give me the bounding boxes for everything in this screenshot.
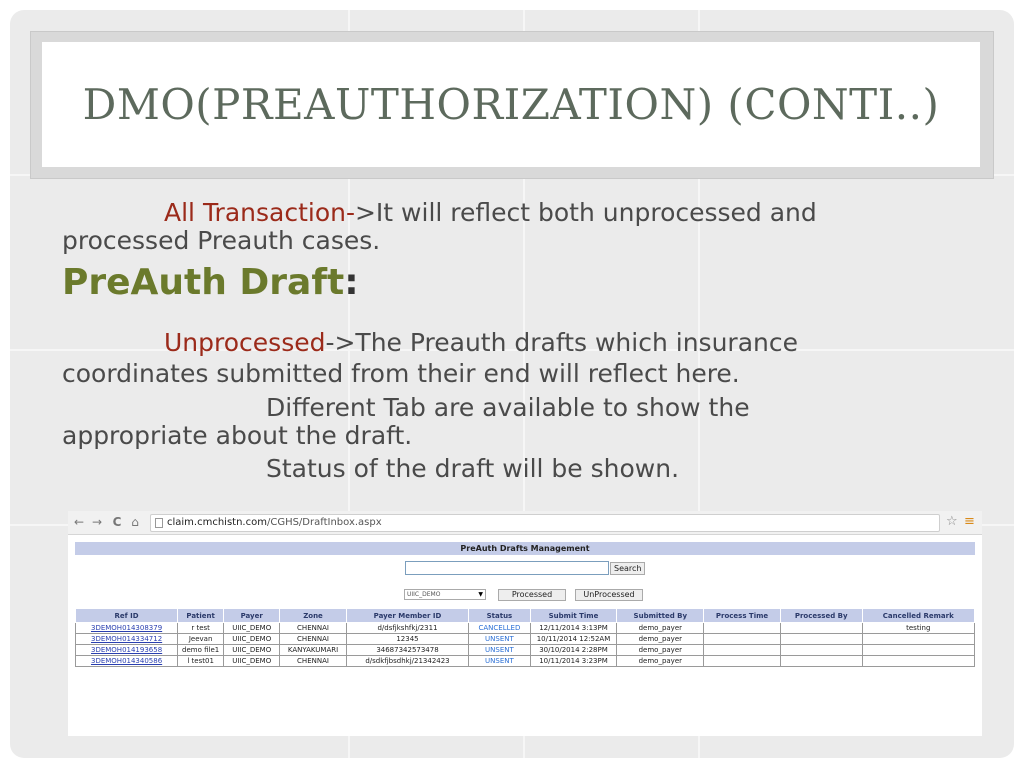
chevron-down-icon: ▼ [478,591,483,598]
table-cell: UIIC_DEMO [224,656,280,667]
status-cell: UNSENT [469,656,530,667]
title-box [42,42,980,167]
page-header: PreAuth Drafts Management [75,542,975,555]
status-cell: UNSENT [469,645,530,656]
url-host: claim.cmchistn.com [167,517,267,528]
table-cell: demo_payer [617,645,704,656]
table-cell: demo_payer [617,656,704,667]
table-cell: CHENNAI [280,623,346,634]
table-cell: demo_payer [617,623,704,634]
column-header: Patient [178,609,224,623]
column-header: Submit Time [530,609,617,623]
table-cell [862,634,974,645]
table-cell: UIIC_DEMO [224,623,280,634]
processed-button[interactable]: Processed [498,589,566,601]
column-header: Zone [280,609,346,623]
search-button[interactable]: Search [610,562,645,575]
browser-toolbar [68,511,982,535]
unprocessed-text: ->The Preauth drafts which insurance [325,328,798,357]
status-cell: CANCELLED [469,623,530,634]
ref-id-link[interactable]: 3DEMOH014340586 [76,656,178,667]
table-cell [704,645,781,656]
unprocessed-button[interactable]: UnProcessed [575,589,643,601]
section-heading [62,262,359,303]
table-cell: demo_payer [617,634,704,645]
table-row [76,656,975,667]
ref-id-link[interactable]: 3DEMOH014193658 [76,645,178,656]
embedded-screenshot [68,511,982,736]
table-cell [862,645,974,656]
table-cell: 30/10/2014 2:28PM [530,645,617,656]
para-tabs-line1: Different Tab are available to show the [266,393,750,422]
unprocessed-label: Unprocessed [164,328,326,357]
heading-colon: : [344,262,359,303]
column-header: Status [469,609,530,623]
table-header-row [76,609,975,623]
column-header: Submitted By [617,609,704,623]
column-header: Ref ID [76,609,178,623]
heading-text: PreAuth Draft [62,262,345,303]
para-unprocessed-line2: coordinates submitted from their end will reflect here. [62,359,740,388]
table-cell [704,634,781,645]
column-header: Payer Member ID [346,609,469,623]
back-icon[interactable]: ← [73,515,85,529]
ref-id-link[interactable]: 3DEMOH014334712 [76,634,178,645]
url-path: /CGHS/DraftInbox.aspx [266,517,382,528]
table-cell: CHENNAI [280,634,346,645]
column-header: Payer [224,609,280,623]
table-cell: r test [178,623,224,634]
column-header: Processed By [780,609,862,623]
table-row [76,645,975,656]
table-cell: UIIC_DEMO [224,645,280,656]
table-cell: d/dsfjkshfkj/2311 [346,623,469,634]
slide-title: DMO(PREAUTHORIZATION) (CONTI..) [82,80,940,129]
table-cell [862,656,974,667]
table-cell: 12/11/2014 3:13PM [530,623,617,634]
table-cell: l test01 [178,656,224,667]
para-all-transaction [164,199,817,227]
menu-icon[interactable]: ≡ [964,514,975,529]
payer-select-value: UIIC_DEMO [407,591,441,598]
table-cell [780,656,862,667]
table-cell: demo file1 [178,645,224,656]
para-tabs-line2: appropriate about the draft. [62,421,413,450]
table-cell: 34687342573478 [346,645,469,656]
table-cell: d/sdkfjbsdhkj/21342423 [346,656,469,667]
forward-icon[interactable]: → [91,515,103,529]
para-all-transaction-line2: processed Preauth cases. [62,226,381,255]
table-cell: CHENNAI [280,656,346,667]
all-transaction-label: All Transaction- [164,198,355,227]
table-cell [780,623,862,634]
table-cell: Jeevan [178,634,224,645]
payer-select[interactable] [404,589,486,600]
column-header: Process Time [704,609,781,623]
para-unprocessed [164,329,798,357]
ref-id-link[interactable]: 3DEMOH014308379 [76,623,178,634]
column-header: Cancelled Remark [862,609,974,623]
table-cell [780,634,862,645]
table-cell [780,645,862,656]
table-cell: UIIC_DEMO [224,634,280,645]
para-status: Status of the draft will be shown. [266,454,680,483]
address-bar[interactable] [150,514,940,532]
table-cell [704,623,781,634]
table-row [76,623,975,634]
table-cell: 12345 [346,634,469,645]
drafts-table [75,608,975,667]
table-cell: KANYAKUMARI [280,645,346,656]
all-transaction-text: >It will reflect both unprocessed and [354,198,817,227]
reload-icon[interactable]: C [112,515,122,529]
table-cell: 10/11/2014 3:23PM [530,656,617,667]
table-row [76,634,975,645]
home-icon[interactable]: ⌂ [131,515,139,529]
bookmark-star-icon[interactable]: ☆ [946,514,958,529]
search-input[interactable] [405,561,609,575]
table-cell [704,656,781,667]
page-icon [155,518,163,528]
table-cell: testing [862,623,974,634]
table-cell: 10/11/2014 12:52AM [530,634,617,645]
status-cell: UNSENT [469,634,530,645]
table-body [76,623,975,667]
